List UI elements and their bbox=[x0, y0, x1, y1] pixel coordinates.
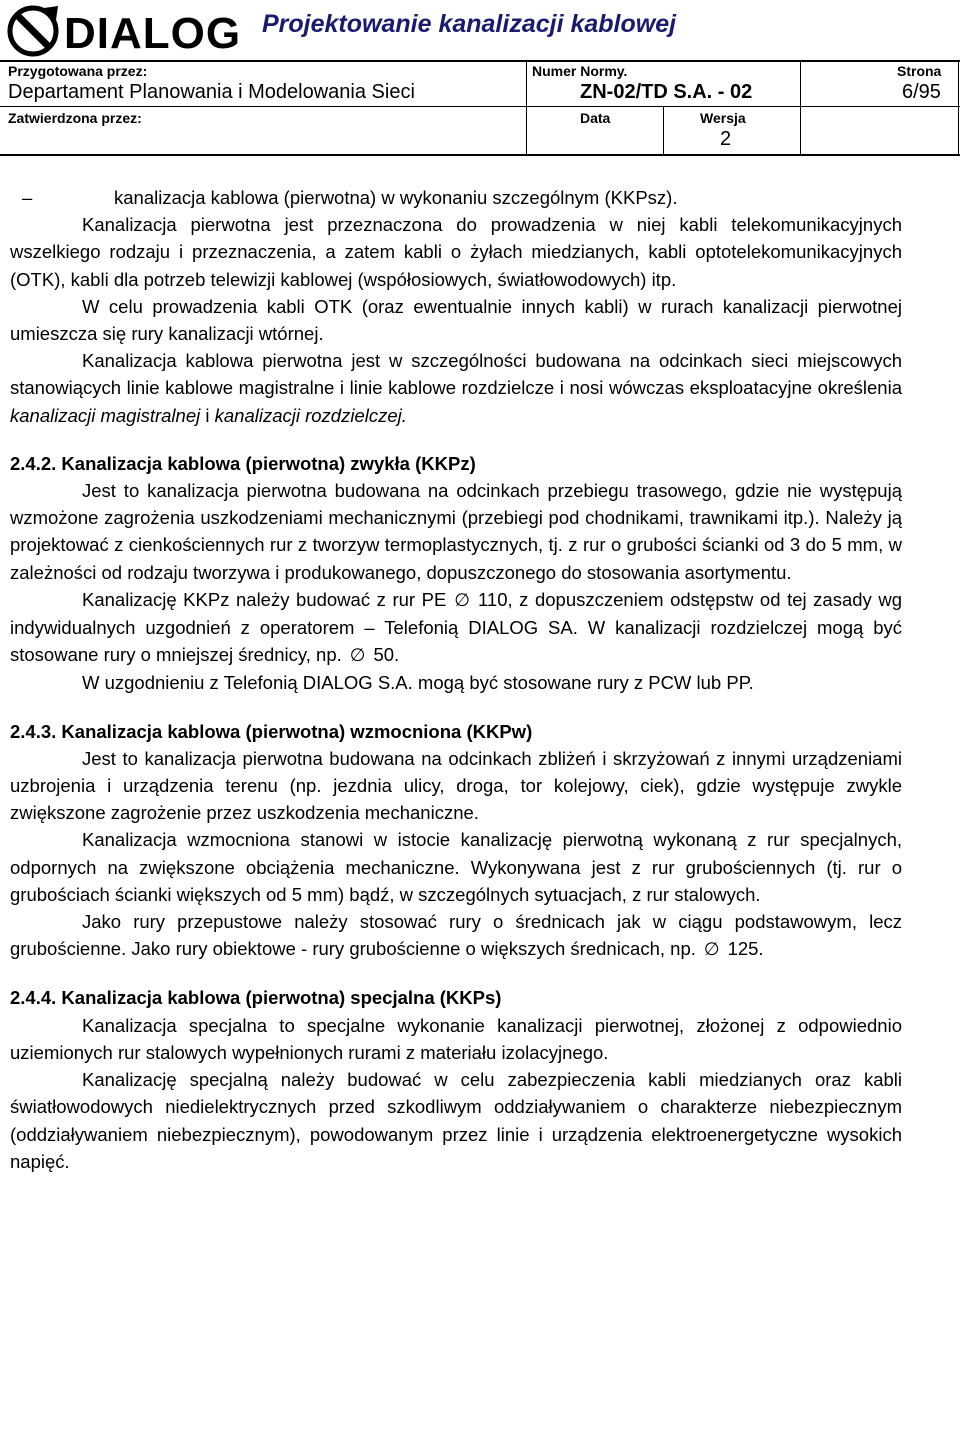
paragraph-kkpz-definition: Jest to kanalizacja pierwotna budowana na odcinkach przebiegu trasowego, gdzie nie występują wzmożone zagrożenia uszkodzeniami mechanicznymi (przebiegi pod chodnikami, trawnikami itp.). Należy ją projektować z cienkościennych rur z tworzyw termoplastycznych, tj. z rur o grubości ścianki od 3 do 5 mm, w zależności od rodzaju tworzywa i produkowanego, dopuszczonego do stosowania asortymentu. bbox=[10, 480, 902, 583]
header-rule-bottom bbox=[0, 154, 960, 156]
logo-wordmark: DIALOG bbox=[64, 9, 242, 58]
paragraph-kkpw-pipes: Kanalizacja wzmocniona stanowi w istocie kanalizację pierwotną wykonaną z rur specjalnych, odpornych na zwiększone obciążenia mechaniczne. Wykonywana jest z rur grubościennych (tj. rur o grubościach ścianki większych od 5 mm) bądź, w szczególnych sytuacjach, z rur stalowych. bbox=[10, 829, 902, 905]
department-name: Departament Planowania i Modelowania Sieci bbox=[8, 81, 415, 103]
term-trunk-duct: kanalizacji magistralnej bbox=[10, 404, 201, 426]
norm-number-value: ZN-02/TD S.A. - 02 bbox=[580, 81, 753, 103]
section-heading-2-4-3: 2.4.3. Kanalizacja kablowa (pierwotna) wzmocniona (KKPw) bbox=[10, 720, 533, 742]
version-value: 2 bbox=[720, 128, 732, 150]
section-heading-2-4-4: 2.4.4. Kanalizacja kablowa (pierwotna) specjalna (KKPs) bbox=[10, 987, 502, 1009]
paragraph-kkpz-pcw: W uzgodnieniu z Telefonią DIALOG S.A. mogą być stosowane rury z PCW lub PP. bbox=[82, 672, 754, 694]
list-item-text: kanalizacja kablowa (pierwotna) w wykonaniu szczególnym (KKPsz). bbox=[114, 187, 678, 208]
diameter-symbol-icon: ∅ bbox=[703, 939, 720, 960]
term-distribution-duct: kanalizacji rozdzielczej. bbox=[214, 404, 407, 426]
diameter-symbol-icon: ∅ bbox=[349, 645, 366, 666]
paragraph-kkps-purpose: Kanalizację specjalną należy budować w celu zabezpieczenia kabli miedzianych oraz kabli światłowodowych niedielektrycznych przed szkodliwym oddziaływaniem o charakterze niebezpiecznym (oddziaływaniem niebezpiecznym), powodowanym przez linie i urządzenia elektroenergetyczne wysokich napięć. bbox=[10, 1069, 902, 1172]
paragraph-text: 50. bbox=[373, 644, 400, 666]
prepared-by-label: Przygotowana przez: bbox=[8, 63, 148, 79]
paragraph-kkps-definition: Kanalizacja specjalna to specjalne wykonanie kanalizacji pierwotnej, złożonej z odpowiednio uziemionych rur stalowych wypełnionych rurami z materiału izolacyjnego. bbox=[10, 1014, 902, 1063]
header-divider-3 bbox=[800, 61, 801, 154]
logo-emblem-icon bbox=[10, 6, 58, 54]
page-number: 6/95 bbox=[902, 81, 941, 103]
paragraph-text: 125. bbox=[727, 938, 764, 960]
header-rule-middle bbox=[0, 106, 960, 107]
list-dash: – bbox=[22, 187, 33, 208]
paragraph-kkpw-definition: Jest to kanalizacja pierwotna budowana na odcinkach zbliżeń i skrzyżowań z innymi urządzeniami uzbrojenia i urządzenia terenu (np. jezdnia ulicy, droga, tor kolejowy, ciek), gdzie występuje zwykle zwiększone zagrożenie przez uszkodzenia mechaniczne. bbox=[10, 747, 902, 824]
paragraph-kkpw-crossing-pipes bbox=[10, 908, 902, 963]
section-heading-2-4-2: 2.4.2. Kanalizacja kablowa (pierwotna) zwykła (KKPz) bbox=[10, 452, 476, 474]
paragraph-kkpz-pipes bbox=[10, 586, 902, 670]
norm-number-label: Numer Normy. bbox=[532, 63, 628, 79]
paragraph-magistral-distribution bbox=[10, 347, 902, 429]
paragraph-text: i bbox=[200, 404, 215, 426]
document-body bbox=[10, 184, 902, 1175]
header-rule-top bbox=[0, 60, 960, 62]
paragraph-text: Kanalizacja kablowa pierwotna jest w szczególności budowana na odcinkach sieci miejscowych stanowiących linie kablowe magistralne i linie kablowe rozdzielcze i nosi wówczas eksploatacyjne określenia bbox=[10, 350, 902, 399]
paragraph-text: Jako rury przepustowe należy stosować rury o średnicach jak w ciągu podstawowym, lecz grubościenne. Jako rury obiektowe - rury grubościenne o większych średnicach, np. bbox=[10, 911, 902, 960]
header-divider-2 bbox=[663, 107, 664, 154]
header-divider-4 bbox=[958, 61, 959, 154]
diameter-symbol-icon: ∅ bbox=[454, 589, 470, 610]
date-label: Data bbox=[580, 110, 611, 126]
approved-by-label: Zatwierdzona przez: bbox=[8, 110, 142, 126]
version-label: Wersja bbox=[700, 110, 746, 126]
list-item-kkpsz bbox=[10, 184, 902, 211]
paragraph-text: Kanalizację KKPz należy budować z rur PE bbox=[82, 588, 447, 610]
paragraph-otk-secondary: W celu prowadzenia kabli OTK (oraz ewentualnie innych kabli) w rurach kanalizacji pierwotnej umieszcza się rury kanalizacji wtórnej. bbox=[10, 295, 902, 345]
page-label: Strona bbox=[897, 63, 942, 79]
paragraph-text: 110, z dopuszczeniem odstępstw od tej zasady wg indywidualnych uzgodnień z operatorem – Telefonią DIALOG SA. W kanalizacji rozdzielczej mogą być stosowane rury o mniejszej średnicy, np. bbox=[10, 588, 902, 666]
dialog-logo bbox=[6, 4, 242, 58]
paragraph-primary-purpose: Kanalizacja pierwotna jest przeznaczona do prowadzenia w niej kabli telekomunikacyjnych wszelkiego rodzaju i przeznaczenia, a zatem kabli o żyłach miedzianych, kabli optotelekomunikacyjnych (OTK), kabli dla potrzeb telewizji kablowej (współosiowych, światłowodowych) itp. bbox=[10, 214, 902, 290]
document-title: Projektowanie kanalizacji kablowej bbox=[262, 10, 677, 38]
header-divider-1 bbox=[526, 61, 527, 154]
